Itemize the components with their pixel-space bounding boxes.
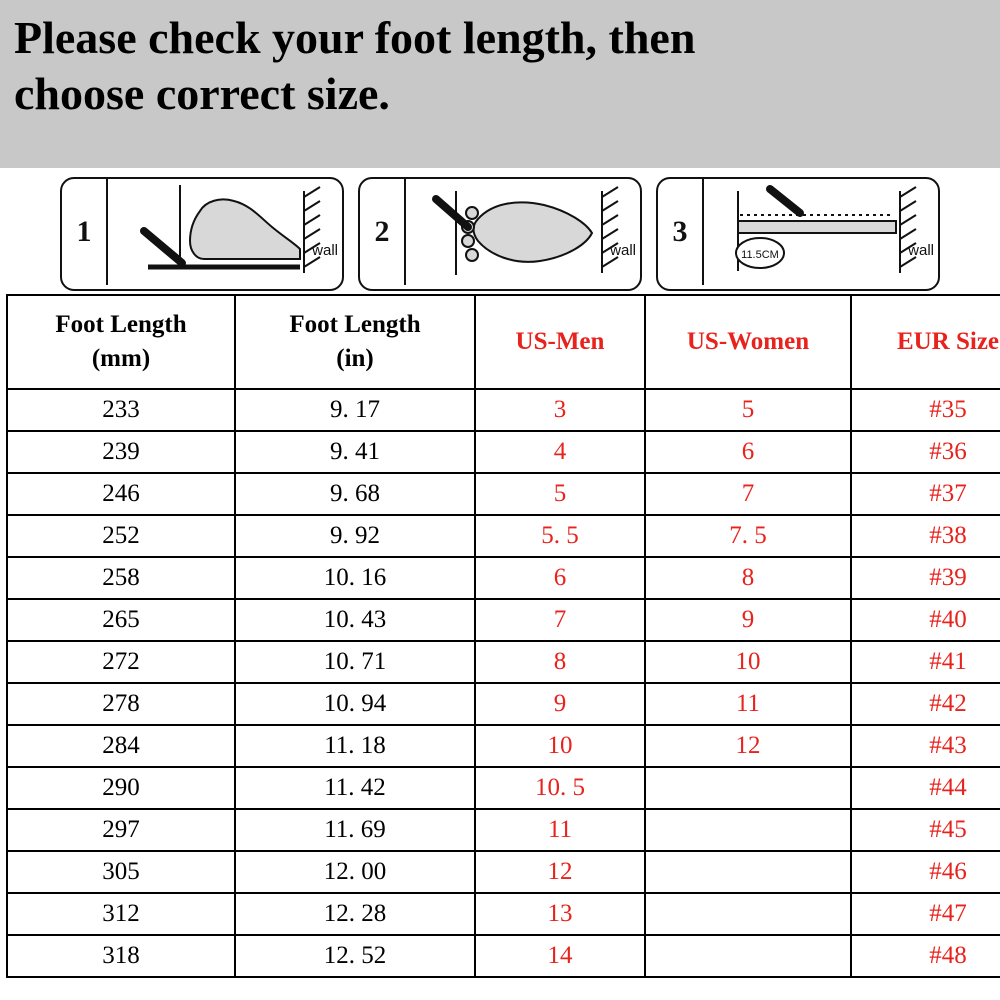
header-us-men: US-Men [475,295,645,389]
size-table [6,294,1000,978]
cell-foot-mm: 239 [7,431,235,473]
cell-us-women [645,893,851,935]
header-foot-length-mm [7,295,235,389]
header-us-women: US-Women [645,295,851,389]
cell-us-men: 8 [475,641,645,683]
banner-line-2: choose correct size. [14,68,390,120]
cell-us-women: 11 [645,683,851,725]
cell-foot-in: 11. 42 [235,767,475,809]
cell-eur: #47 [851,893,1000,935]
table-row [7,641,1000,683]
header-foot-length-in-line2: (in) [336,345,374,372]
cell-us-women: 7. 5 [645,515,851,557]
cell-us-women: 10 [645,641,851,683]
foot-side-against-wall-icon [108,179,342,289]
header-foot-length-in [235,295,475,389]
cell-eur: #48 [851,935,1000,977]
cell-foot-in: 10. 94 [235,683,475,725]
table-row [7,431,1000,473]
cell-foot-mm: 284 [7,725,235,767]
cell-eur: #40 [851,599,1000,641]
instruction-step-1 [60,177,344,291]
table-row [7,935,1000,977]
table-row [7,599,1000,641]
cell-eur: #46 [851,851,1000,893]
cell-foot-in: 10. 43 [235,599,475,641]
table-header-row [7,295,1000,389]
cell-eur: #37 [851,473,1000,515]
step-1-number: 1 [62,179,108,285]
instruction-step-3 [656,177,940,291]
cell-foot-mm: 318 [7,935,235,977]
cell-us-men: 5. 5 [475,515,645,557]
cell-foot-mm: 297 [7,809,235,851]
measure-instructions [0,168,1000,294]
step-1-wall-label: wall [312,242,338,259]
cell-foot-mm: 265 [7,599,235,641]
size-table-body [7,389,1000,977]
cell-foot-in: 10. 71 [235,641,475,683]
banner-line-1: Please check your foot length, then [14,12,696,63]
table-row [7,683,1000,725]
cell-foot-mm: 278 [7,683,235,725]
cell-us-men: 14 [475,935,645,977]
cell-us-women: 12 [645,725,851,767]
size-table-wrapper [0,294,1000,1000]
cell-foot-in: 10. 16 [235,557,475,599]
header-banner [0,0,1000,168]
header-foot-length-mm-line1: Foot Length [55,311,187,339]
cell-foot-in: 9. 92 [235,515,475,557]
cell-eur: #42 [851,683,1000,725]
cell-us-men: 6 [475,557,645,599]
cell-foot-in: 12. 28 [235,893,475,935]
cell-foot-mm: 272 [7,641,235,683]
cell-foot-mm: 246 [7,473,235,515]
table-row [7,809,1000,851]
cell-us-women: 9 [645,599,851,641]
cell-us-women: 6 [645,431,851,473]
cell-foot-mm: 305 [7,851,235,893]
table-row [7,767,1000,809]
step-3-wall-label: wall [908,242,934,259]
cell-eur: #39 [851,557,1000,599]
cell-eur: #45 [851,809,1000,851]
cell-us-women: 5 [645,389,851,431]
table-row [7,893,1000,935]
cell-us-women: 8 [645,557,851,599]
cell-us-women [645,851,851,893]
table-row [7,389,1000,431]
cell-foot-in: 11. 69 [235,809,475,851]
cell-us-men: 11 [475,809,645,851]
cell-us-men: 3 [475,389,645,431]
table-row [7,557,1000,599]
cell-us-men: 12 [475,851,645,893]
header-eur-size: EUR Size [851,295,1000,389]
cell-foot-mm: 258 [7,557,235,599]
cell-foot-in: 9. 41 [235,431,475,473]
cell-foot-mm: 233 [7,389,235,431]
step-3-number: 3 [658,179,704,285]
cell-us-men: 13 [475,893,645,935]
cell-foot-in: 11. 18 [235,725,475,767]
cell-us-women [645,767,851,809]
cell-foot-in: 12. 00 [235,851,475,893]
step-2-wall-label: wall [610,242,636,259]
table-row [7,725,1000,767]
cell-eur: #38 [851,515,1000,557]
cell-us-men: 10. 5 [475,767,645,809]
step-2-number: 2 [360,179,406,285]
cell-foot-in: 9. 17 [235,389,475,431]
table-row [7,515,1000,557]
cell-us-men: 7 [475,599,645,641]
svg-text:11.5CM: 11.5CM [741,249,779,261]
cell-eur: #41 [851,641,1000,683]
header-foot-length-mm-line2: (mm) [91,345,151,372]
cell-us-men: 4 [475,431,645,473]
header-foot-length-in-line1: Foot Length [289,311,421,339]
cell-us-women [645,809,851,851]
ruler-measure-icon [704,179,938,289]
table-row [7,473,1000,515]
cell-foot-mm: 312 [7,893,235,935]
cell-foot-in: 12. 52 [235,935,475,977]
cell-us-men: 10 [475,725,645,767]
cell-foot-mm: 290 [7,767,235,809]
foot-top-against-wall-icon [406,179,640,289]
cell-foot-in: 9. 68 [235,473,475,515]
cell-foot-mm: 252 [7,515,235,557]
cell-us-women: 7 [645,473,851,515]
instruction-step-2 [358,177,642,291]
cell-eur: #36 [851,431,1000,473]
table-row [7,851,1000,893]
cell-us-men: 9 [475,683,645,725]
cell-us-women [645,935,851,977]
cell-eur: #35 [851,389,1000,431]
cell-eur: #44 [851,767,1000,809]
cell-eur: #43 [851,725,1000,767]
cell-us-men: 5 [475,473,645,515]
